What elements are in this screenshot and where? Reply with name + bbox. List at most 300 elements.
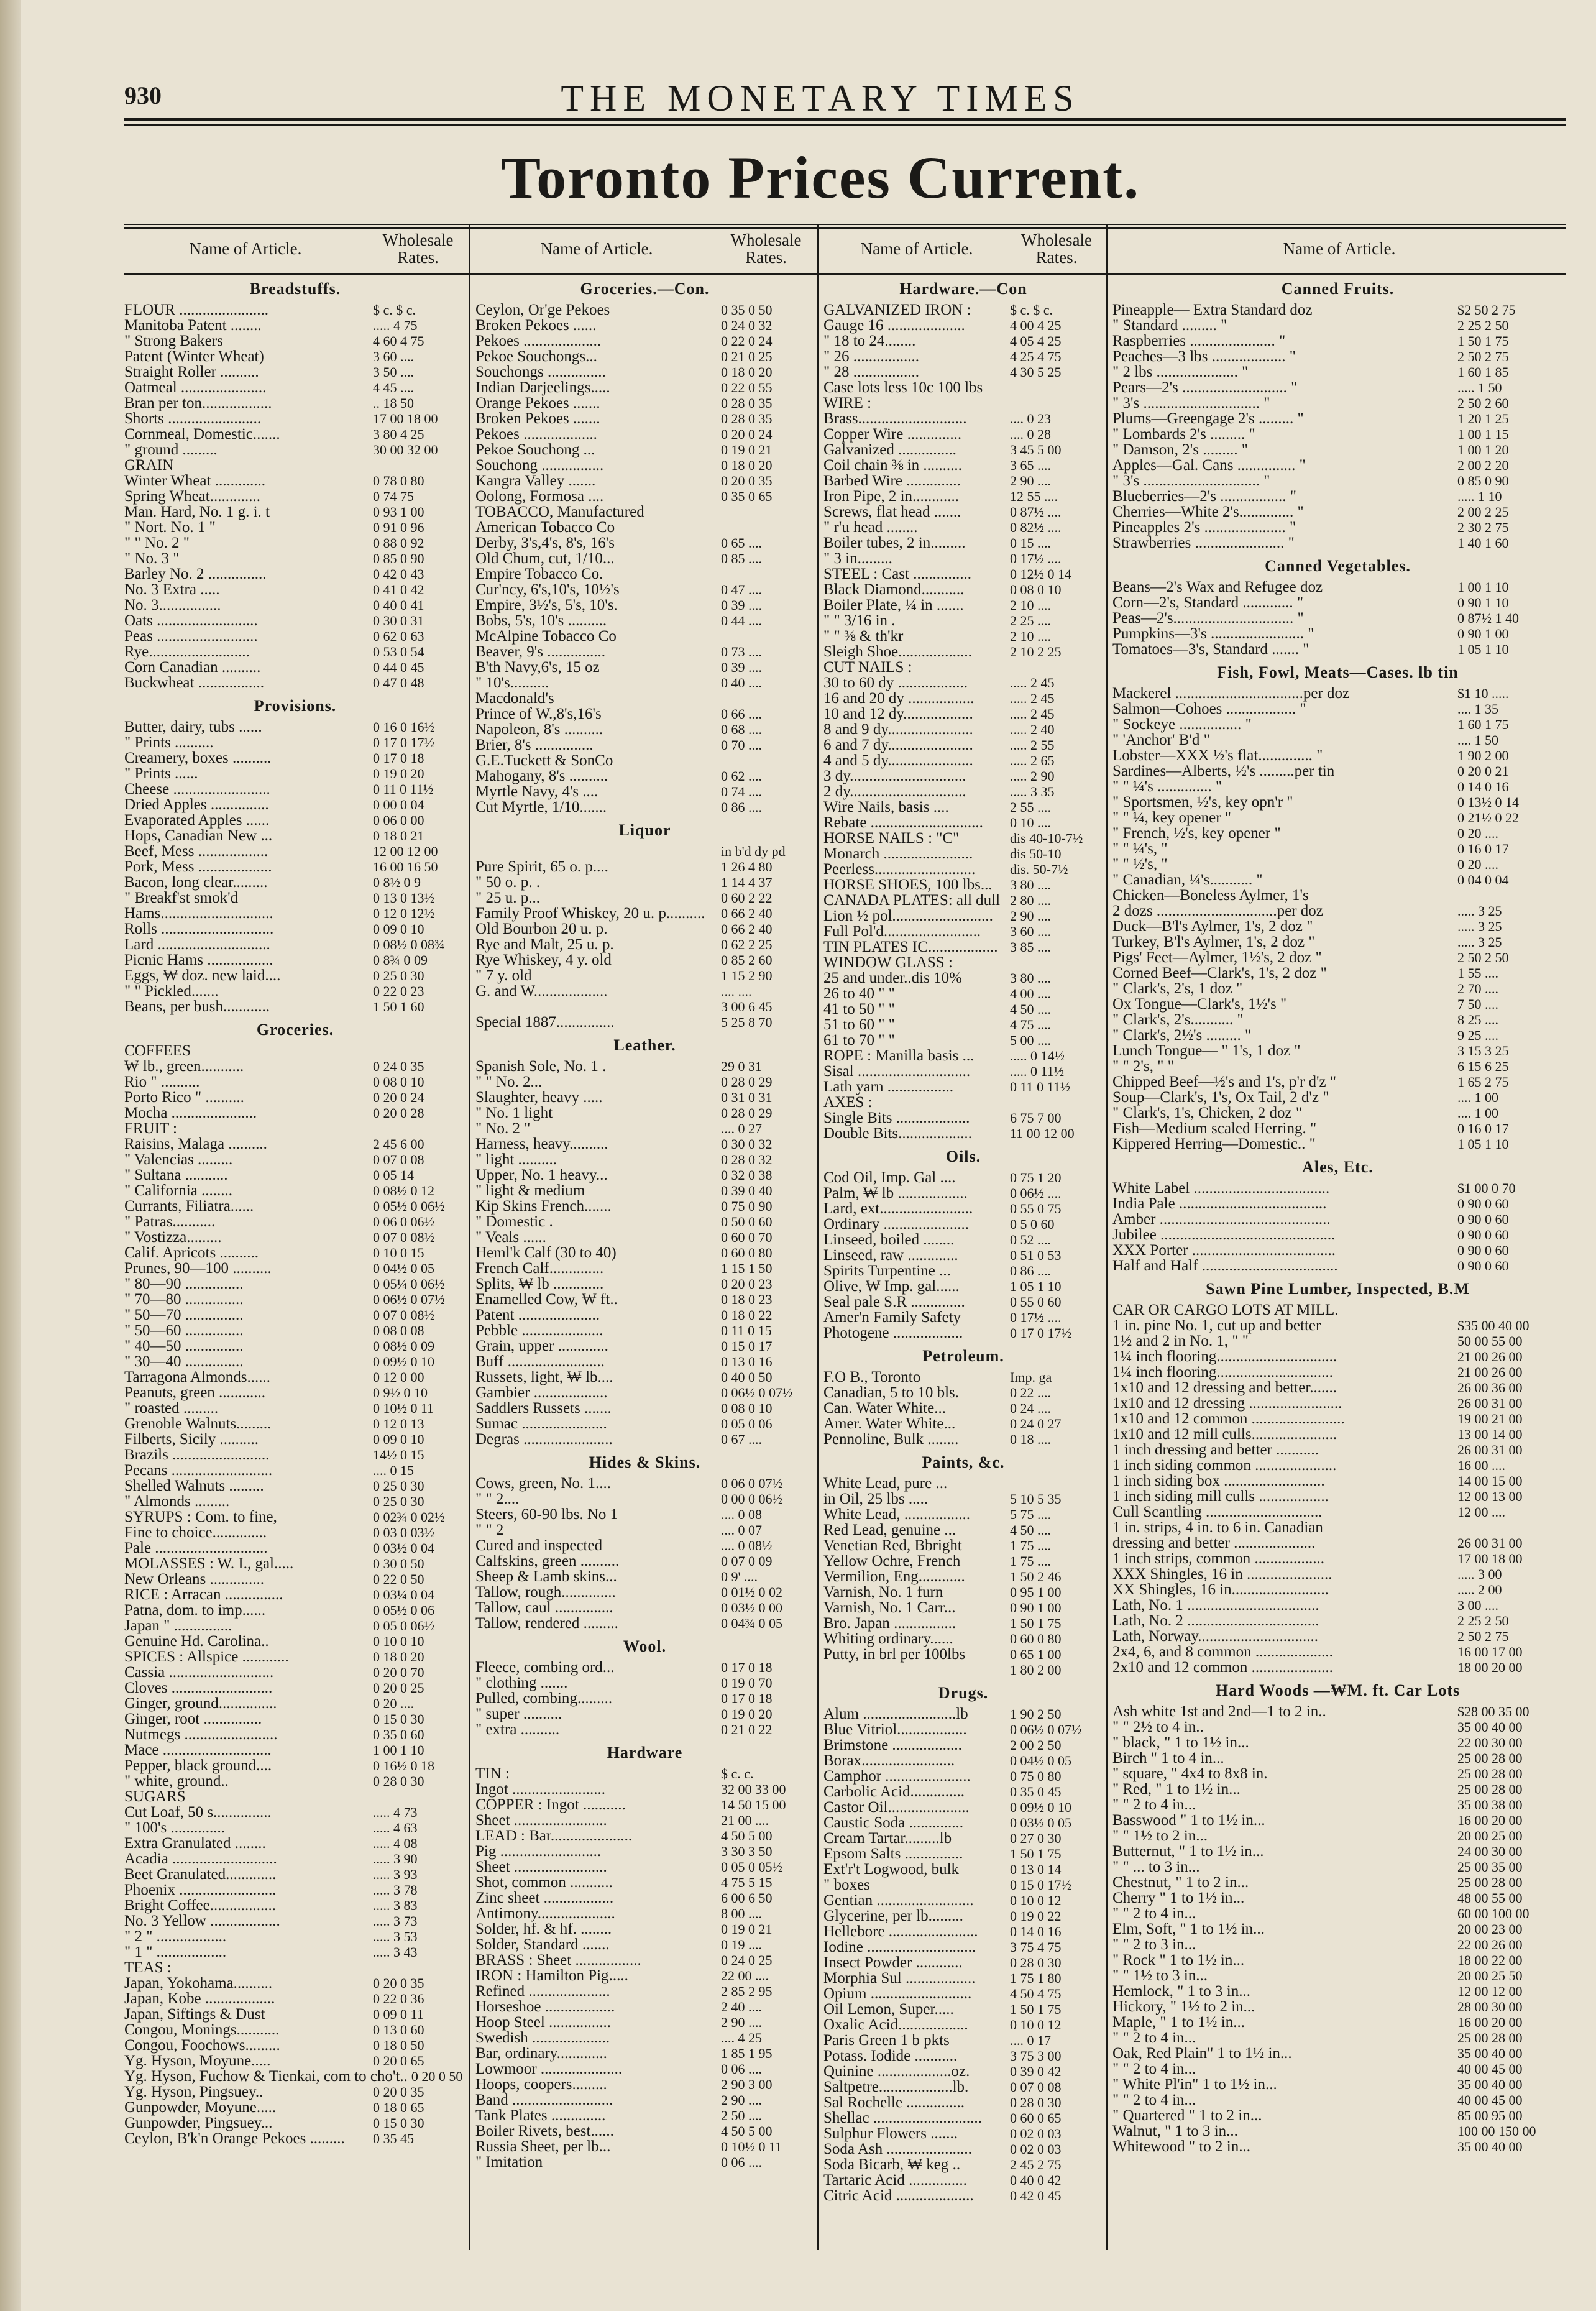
wholesale-rate: 0 85 ....: [721, 551, 762, 566]
wholesale-rate: 8 25 ....: [1457, 1012, 1498, 1027]
wholesale-rate: 30 00 32 00: [373, 442, 438, 457]
wholesale-rate: 0 90 0 60: [1457, 1196, 1509, 1211]
wholesale-rate: 3 00 ....: [1457, 1597, 1498, 1613]
article-name: Rolls .............................: [124, 921, 274, 937]
wholesale-rate: 0 28 0 30: [373, 1773, 424, 1789]
table-row: [823, 1939, 1103, 1955]
article-name: 1x10 and 12 common ........................: [1112, 1410, 1345, 1427]
table-row: [124, 659, 466, 675]
wholesale-rate: ..... 2 45: [1010, 675, 1055, 691]
table-row: [1112, 1243, 1563, 1258]
article-name: Brass............................: [823, 410, 967, 427]
article-name: 3 dy..............................: [823, 768, 966, 784]
table-row: [475, 349, 814, 364]
article-name: Extra Granulated ........: [124, 1835, 266, 1852]
article-name: Indian Darjeelings.....: [475, 379, 610, 396]
wholesale-rate: 2 50 2 75: [1457, 1629, 1509, 1644]
article-name: India Pale ......................................: [1112, 1195, 1327, 1212]
article-name: Heml'k Calf (30 to 40): [475, 1244, 617, 1261]
table-row: [823, 1400, 1103, 1416]
table-row: [124, 535, 466, 551]
article-name: Congou, Foochows.........: [124, 2037, 280, 2054]
article-name: Glycerine, per lb.........: [823, 1908, 963, 1924]
table-row: [1112, 748, 1563, 763]
section-heading: [1112, 281, 1563, 298]
article-name: " Veals ......: [475, 1229, 546, 1246]
table-row: [475, 1875, 814, 1890]
table-row: [1112, 426, 1563, 442]
table-row: [124, 1820, 466, 1835]
wholesale-rate: 29 0 31: [721, 1059, 762, 1074]
article-name: Whitewood " to 2 in...: [1112, 2138, 1250, 2155]
article-name: " extra ..........: [475, 1721, 560, 1738]
article-name: Pineapple— Extra Standard doz: [1112, 301, 1313, 318]
table-row: [1112, 1859, 1563, 1875]
article-name: " " 2....: [475, 1491, 520, 1507]
wholesale-rate: 35 00 40 00: [1457, 2046, 1523, 2061]
wholesale-rate: 0 19 0 22: [1010, 1908, 1062, 1924]
wholesale-rate: ..... 3 25: [1457, 903, 1502, 919]
table-row: [124, 2100, 466, 2115]
table-row: [823, 551, 1103, 566]
article-name: " Clark's, 1's, Chicken, 2 doz ": [1112, 1105, 1303, 1121]
article-name: 4 and 5 dy......................: [823, 752, 973, 769]
article-name: Steers, 60-90 lbs. No 1: [475, 1506, 618, 1523]
article-name: Solder, hf. & hf. ........: [475, 1921, 612, 1937]
wholesale-rate: ..... 4 73: [373, 1804, 418, 1820]
table-row: [124, 1307, 466, 1323]
article-name: Quinine ...................oz.: [823, 2063, 970, 2080]
table-row: [475, 489, 814, 504]
wholesale-rate: 2 00 2 50: [1010, 1737, 1062, 1753]
main-title: Toronto Prices Current.: [500, 144, 1140, 211]
table-row: [124, 628, 466, 644]
article-name: Spirits Turpentine ...: [823, 1262, 951, 1279]
wholesale-rate: 4 05 4 25: [1010, 333, 1062, 349]
article-name: Fish—Medium scaled Herring. ": [1112, 1120, 1317, 1137]
table-row: [124, 921, 466, 937]
table-row: [1112, 1227, 1563, 1243]
section-title: Paints, &c.: [922, 1453, 1005, 1471]
article-name: Putty, in brl per 100lbs: [823, 1646, 966, 1663]
table-row: [823, 1600, 1103, 1615]
article-name: 2 dy..............................: [823, 783, 966, 800]
wholesale-rate: 0 20 0 23: [721, 1276, 773, 1292]
table-row: [124, 952, 466, 968]
table-row: [475, 613, 814, 628]
article-name: Pineapples 2's ..................... ": [1112, 519, 1296, 536]
price-column-3: [823, 273, 1103, 2250]
page-binding-edge: [0, 0, 21, 2311]
wholesale-rate: 0 15 0 30: [373, 1711, 424, 1727]
article-name: Winter Wheat .............: [124, 472, 265, 489]
table-row: [475, 1369, 814, 1385]
article-name: Swedish ....................: [475, 2029, 610, 2046]
article-name: Cream Tartar.........lb: [823, 1830, 952, 1847]
wholesale-rate: 2 40 ....: [721, 1999, 762, 2015]
table-row: [823, 613, 1103, 628]
wholesale-rate: 2 90 ....: [1010, 908, 1051, 924]
article-name: XXX Shingles, 16 in ......................: [1112, 1566, 1332, 1583]
wholesale-rate: 0 04 0 04: [1457, 872, 1509, 888]
table-row: [1112, 1629, 1563, 1644]
article-name: 30 to 60 dy ..................: [823, 674, 968, 691]
table-row: [475, 983, 814, 999]
wholesale-rate: 0 28 0 35: [721, 411, 773, 426]
article-name: Hops, Canadian New ...: [124, 827, 273, 844]
section-title: Canned Fruits.: [1281, 280, 1395, 298]
wholesale-rate: 0 19 0 20: [373, 766, 424, 781]
wholesale-rate: 1 14 4 37: [721, 875, 773, 890]
article-name: TIN :: [475, 1765, 510, 1782]
wholesale-rate: Imp. ga: [1010, 1369, 1052, 1385]
article-name: 1x10 and 12 dressing ........................: [1112, 1395, 1342, 1412]
article-name: Cut Loaf, 50 s...............: [124, 1804, 272, 1821]
article-name: Buff .........................: [475, 1353, 605, 1370]
wholesale-rate: 1 65 2 75: [1457, 1074, 1509, 1090]
table-row: [124, 1431, 466, 1447]
wholesale-rate: 8 00 ....: [721, 1906, 762, 1921]
wholesale-rate: 1 50 1 75: [1010, 1846, 1062, 1862]
article-name: Tarragona Almonds......: [124, 1369, 271, 1385]
article-name: Ordinary ......................: [823, 1216, 969, 1233]
wholesale-rate: 2 45 6 00: [373, 1136, 424, 1152]
article-name: Bobs, 5's, 10's ..........: [475, 612, 607, 629]
article-name: Empire Tobacco Co.: [475, 566, 603, 582]
wholesale-rate: [1454, 888, 1563, 903]
wholesale-rate: [717, 628, 814, 644]
table-row: [124, 520, 466, 535]
wholesale-rate: 0 05 0 06: [721, 1416, 773, 1431]
wholesale-rate: 0 44 0 45: [373, 659, 424, 675]
wholesale-rate: 0 17 0 18: [373, 750, 424, 766]
article-name: Straight Roller ..........: [124, 364, 259, 380]
table-row: [823, 1631, 1103, 1647]
table-row: [475, 2154, 814, 2170]
article-name: Beet Granulated.............: [124, 1866, 277, 1883]
article-name: Oxalic Acid..................: [823, 2016, 968, 2033]
wholesale-rate: .... ....: [721, 983, 752, 999]
article-name: CANADA PLATES: all dull: [823, 892, 1001, 909]
wholesale-rate: 6 00 6 50: [721, 1890, 773, 1906]
table-row: [823, 1170, 1103, 1185]
article-name: " Canadian, ¼'s........... ": [1112, 871, 1263, 888]
article-name: Russets, light, ₩ lb....: [475, 1369, 613, 1385]
article-name: Patent (Winter Wheat): [124, 348, 264, 365]
article-name: Amer. Water White...: [823, 1415, 956, 1432]
article-name: XXX Porter .....................................: [1112, 1242, 1336, 1259]
article-name: Galvanized ...............: [823, 441, 956, 458]
table-row: [124, 1727, 466, 1742]
article-name: TIN PLATES IC..................: [823, 939, 998, 955]
wholesale-rate: 0 03½ 0 00: [721, 1600, 782, 1615]
table-row: [1112, 1520, 1563, 1535]
article-name: Peas—2's............................... ": [1112, 610, 1304, 627]
article-name: " " ½'s, ": [1112, 856, 1168, 873]
wholesale-rate: 0 39 0 40: [721, 1183, 773, 1198]
article-name: Souchong ................: [475, 457, 604, 474]
wholesale-rate: 0 12½ 0 14: [1010, 566, 1071, 582]
table-row: [823, 566, 1103, 582]
article-name: Venetian Red, Bbright: [823, 1537, 962, 1554]
wholesale-rate: 0 15 0 17½: [1010, 1877, 1071, 1893]
table-row: [124, 781, 466, 797]
table-row: [823, 1584, 1103, 1600]
article-name: Hellebore .......................: [823, 1923, 978, 1940]
wholesale-rate: ..... 2 45: [1010, 706, 1055, 722]
wholesale-rate: dis. 50-7½: [1010, 861, 1068, 877]
table-row: [1112, 1968, 1563, 1983]
article-name: " 1 " ..................: [124, 1944, 227, 1960]
article-name: XX Shingles, 16 in.........................: [1112, 1581, 1329, 1598]
table-row: [1112, 1380, 1563, 1395]
wholesale-rate: 0 02 0 03: [1010, 2141, 1062, 2157]
article-name: Special 1887...............: [475, 1014, 615, 1031]
wholesale-rate: 0 40 0 42: [1010, 2172, 1062, 2188]
table-row: [1112, 1566, 1563, 1582]
wholesale-rate: 20 00 25 00: [1457, 1828, 1523, 1844]
table-row: [823, 1310, 1103, 1325]
table-row: [475, 1968, 814, 1983]
article-name: Can. Water White...: [823, 1400, 947, 1417]
section-heading: [1112, 1159, 1563, 1177]
article-name: Beaver, 9's ...............: [475, 643, 606, 660]
article-name: Japan, Siftings & Dust: [124, 2006, 265, 2023]
table-row: [823, 1476, 1103, 1491]
article-name: " 10's..........: [475, 674, 549, 691]
table-row: [124, 1571, 466, 1587]
article-name: No. 3................: [124, 597, 221, 613]
wholesale-rate: 0 15 ....: [1010, 535, 1051, 551]
wholesale-rate: [1006, 380, 1103, 395]
table-row: [823, 784, 1103, 799]
wholesale-rate: ..... 3 35: [1010, 784, 1055, 799]
wholesale-rate: 2 90 ....: [1010, 473, 1051, 489]
table-row: [1112, 1074, 1563, 1090]
wholesale-rate: 3 60 ....: [373, 349, 414, 364]
column-divider-2: [817, 224, 819, 2250]
wholesale-rate: 0 55 0 60: [1010, 1294, 1062, 1310]
wholesale-rate: 0 85 0 90: [1457, 473, 1509, 489]
wholesale-rate: 21 00 26 00: [1457, 1349, 1523, 1364]
wholesale-rate: 1 00 1 10: [1457, 579, 1509, 595]
wholesale-rate: 0 28 0 35: [721, 395, 773, 411]
table-row: [1112, 981, 1563, 996]
wholesale-rate: 25 00 28 00: [1457, 1750, 1523, 1766]
table-row: [823, 582, 1103, 597]
wholesale-rate: 5 10 5 35: [1010, 1491, 1062, 1507]
page-number: 930: [124, 81, 162, 109]
table-row: [823, 799, 1103, 815]
table-row: [823, 908, 1103, 924]
wholesale-rate: 1 50 1 75: [1010, 1615, 1062, 1631]
table-row: [1112, 1952, 1563, 1968]
table-row: [823, 1553, 1103, 1569]
wholesale-rate: 40 00 45 00: [1457, 2092, 1523, 2108]
article-name: Sulphur Flowers .......: [823, 2125, 958, 2142]
table-row: [475, 442, 814, 457]
table-row: [475, 1476, 814, 1491]
table-row: [124, 582, 466, 597]
wholesale-rate: [369, 1043, 466, 1059]
table-row: [124, 1059, 466, 1074]
article-name: Pork, Mess ...................: [124, 858, 272, 875]
article-name: Evaporated Apples ......: [124, 812, 270, 829]
wholesale-rate: 1 75 1 80: [1010, 1970, 1062, 1986]
table-row: [1112, 1395, 1563, 1411]
article-name: [475, 843, 717, 859]
table-row: [823, 628, 1103, 644]
table-row: [124, 597, 466, 613]
table-row: [475, 1600, 814, 1615]
wholesale-rate: $ c. $ c.: [1010, 302, 1053, 318]
article-name: " No. 2 ": [475, 1120, 531, 1137]
article-name: " " 1½ to 2 in...: [1112, 1827, 1208, 1844]
article-name: Corn Canadian ..........: [124, 659, 261, 676]
wholesale-rate: 13 00 14 00: [1457, 1427, 1523, 1442]
wholesale-rate: .... 4 25: [721, 2030, 762, 2046]
table-row: [823, 706, 1103, 722]
article-name: Canadian, 5 to 10 bls.: [823, 1384, 960, 1401]
table-row: [124, 489, 466, 504]
article-name: Opium ..........................: [823, 1985, 972, 2002]
article-name: F.O B., Toronto: [823, 1369, 921, 1385]
article-name: Family Proof Whiskey, 20 u. p..........: [475, 905, 705, 922]
wholesale-rate: 0 82½ ....: [1010, 520, 1062, 535]
article-name: Rio " ..........: [124, 1073, 200, 1090]
wholesale-rate: 14 00 15 00: [1457, 1473, 1523, 1489]
table-row: [124, 2069, 466, 2084]
article-name: Soup—Clark's, 1's, Ox Tail, 2 d'z ": [1112, 1089, 1329, 1106]
article-name: Kip Skins French.......: [475, 1198, 612, 1215]
section-title: Hardware: [607, 1744, 683, 1762]
table-row: [124, 1602, 466, 1618]
table-row: [823, 1279, 1103, 1294]
table-row: [124, 906, 466, 921]
column-3-head-name: Name of Article.: [860, 239, 973, 258]
table-row: [124, 1214, 466, 1229]
wholesale-rate: 2 50 2 50: [1457, 950, 1509, 965]
section-heading: [823, 1149, 1103, 1166]
table-row: [475, 566, 814, 582]
wholesale-rate: $28 00 35 00: [1457, 1704, 1530, 1719]
table-row: [823, 1095, 1103, 1110]
wholesale-rate: 0 22 0 50: [373, 1571, 424, 1587]
wholesale-rate: [1006, 1476, 1103, 1491]
article-name: dressing and better .....................: [1112, 1535, 1316, 1551]
wholesale-rate: 25 00 28 00: [1457, 1875, 1523, 1890]
table-row: [475, 1937, 814, 1952]
wholesale-rate: 0 25 0 30: [373, 1494, 424, 1509]
wholesale-rate: 0 03½ 0 05: [1010, 1815, 1071, 1831]
wholesale-rate: .... 1 35: [1457, 701, 1498, 717]
article-name: " Nort. No. 1 ": [124, 519, 216, 536]
article-name: " Vostizza.........: [124, 1229, 222, 1246]
section-heading: [124, 1022, 466, 1039]
wholesale-rate: 20 00 25 50: [1457, 1968, 1523, 1983]
article-name: Butternut, " 1 to 1½ in...: [1112, 1843, 1264, 1860]
table-row: [1112, 1828, 1563, 1844]
wholesale-rate: 0 08 0 10: [1010, 582, 1062, 597]
wholesale-rate: 0 35 0 60: [373, 1727, 424, 1742]
article-name: Phoenix .........................: [124, 1881, 277, 1898]
wholesale-rate: 0 11 0 15: [721, 1323, 772, 1338]
article-name: No. 3 Extra .....: [124, 581, 220, 598]
table-row: [124, 1587, 466, 1602]
article-name: 1x10 and 12 dressing and better.......: [1112, 1379, 1337, 1396]
wholesale-rate: 0 31 0 31: [721, 1090, 773, 1105]
table-row: [124, 349, 466, 364]
wholesale-rate: 0 18 0 50: [373, 2038, 424, 2053]
article-name: TOBACCO, Manufactured: [475, 503, 644, 520]
table-row: [475, 2061, 814, 2077]
table-row: [124, 1711, 466, 1727]
article-name: Ginger, ground...............: [124, 1695, 277, 1712]
wholesale-rate: 0 07 0 09: [721, 1553, 773, 1569]
table-row: [475, 520, 814, 535]
article-name: Salmon—Cohoes .................. ": [1112, 701, 1306, 717]
wholesale-rate: 0 20 0 24: [721, 426, 773, 442]
table-row: [1112, 473, 1563, 489]
article-name: Sardines—Alberts, ½'s .........per tin: [1112, 763, 1335, 779]
table-row: [475, 1431, 814, 1447]
article-name: Single Bits ...................: [823, 1110, 970, 1126]
table-row: [1112, 302, 1563, 318]
article-name: [823, 1662, 1006, 1678]
article-name: " white, ground..: [124, 1773, 229, 1790]
wholesale-rate: 0 8½ 0 9: [373, 875, 421, 890]
table-row: [475, 411, 814, 426]
wholesale-rate: 3 80 4 25: [373, 426, 424, 442]
table-row: [1112, 1613, 1563, 1629]
table-row: [124, 2006, 466, 2022]
table-row: [1112, 794, 1563, 810]
section-heading: [823, 1454, 1103, 1472]
article-name: " " No. 2...: [475, 1073, 543, 1090]
wholesale-rate: 0 20 0 25: [373, 1680, 424, 1696]
article-name: Kippered Herring—Domestic.. ": [1112, 1136, 1316, 1152]
wholesale-rate: 0 30 0 50: [373, 1556, 424, 1571]
wholesale-rate: [1454, 1520, 1563, 1535]
table-row: [823, 675, 1103, 691]
wholesale-rate: 0 91 0 96: [373, 520, 424, 535]
table-row: [124, 750, 466, 766]
article-name: White Lead, .................: [823, 1506, 971, 1523]
article-name: " Lombards 2's ......... ": [1112, 426, 1255, 443]
table-row: [1112, 1364, 1563, 1380]
article-name: Broken Pekoes ......: [475, 317, 597, 334]
table-row: [1112, 1489, 1563, 1504]
wholesale-rate: 0 75 0 80: [1010, 1768, 1062, 1784]
table-row: [823, 1538, 1103, 1553]
table-row: [124, 1509, 466, 1525]
article-name: French Calf..............: [475, 1260, 604, 1277]
wholesale-rate: 1 20 1 25: [1457, 411, 1509, 426]
wholesale-rate: ..... 3 00: [1457, 1566, 1502, 1582]
article-name: Birch " 1 to 4 in...: [1112, 1750, 1224, 1767]
table-row: [124, 1960, 466, 1975]
table-row: [124, 1696, 466, 1711]
wholesale-rate: 0 39 ....: [721, 659, 762, 675]
article-name: Yg. Hyson, Moyune.....: [124, 2052, 271, 2069]
wholesale-rate: 4 00 4 25: [1010, 318, 1062, 333]
article-name: " " ⅜ & th'kr: [823, 628, 904, 645]
article-name: " Clark's, 2½'s ......... ": [1112, 1027, 1252, 1044]
wholesale-rate: .... 1 50: [1457, 732, 1498, 748]
wholesale-rate: 0 24 0 32: [721, 318, 773, 333]
article-name: Pears—2's ........................... ": [1112, 379, 1298, 396]
table-row: [475, 675, 814, 691]
